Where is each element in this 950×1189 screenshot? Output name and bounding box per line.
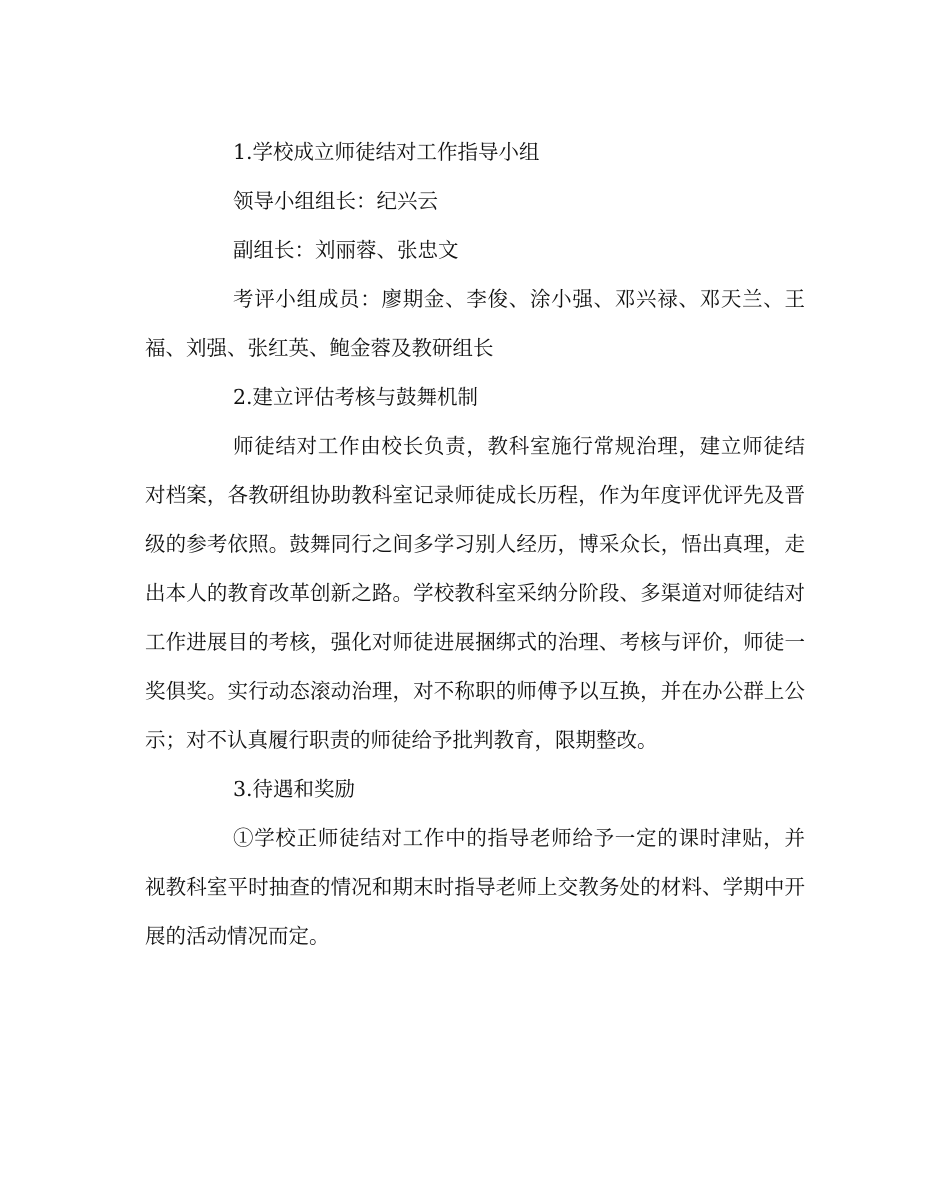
heading-section-2: 2.建立评估考核与鼓舞机制 (233, 385, 479, 409)
reward-paragraph: ①学校正师徒结对工作中的指导老师给予一定的课时津贴，并视教科室平时抽查的情况和期末时指导老师上交教务处的材料、学期中开展的活动情况而定。 (145, 826, 805, 948)
evaluation-members-paragraph: 考评小组成员：廖期金、李俊、涂小强、邓兴禄、邓天兰、王福、刘强、张红英、鲍金蓉及教研组长 (145, 287, 805, 360)
deputy-leader-line: 副组长：刘丽蓉、张忠文 (233, 238, 459, 262)
mechanism-paragraph: 师徒结对工作由校长负责，教科室施行常规治理，建立师徒结对档案，各教研组协助教科室记录师徒成长历程，作为年度评优评先及晋级的参考依照。鼓舞同行之间多学习别人经历，博采众长，悟出真理，走出本人的教育改革创新之路。学校教科室采纳分阶段、多渠道对师徒结对工作进展目的考核，强化对师徒进展捆绑式的治理、考核与评价，师徒一奖俱奖。实行动态滚动治理，对不称职的师傅予以互换，并在办公群上公示；对不认真履行职责的师徒给予批判教育，限期整改。 (145, 434, 805, 752)
leader-line: 领导小组组长：纪兴云 (233, 189, 438, 213)
heading-section-1: 1.学校成立师徒结对工作指导小组 (233, 140, 540, 164)
document-body (145, 128, 805, 961)
heading-section-3: 3.待遇和奖励 (233, 777, 356, 801)
